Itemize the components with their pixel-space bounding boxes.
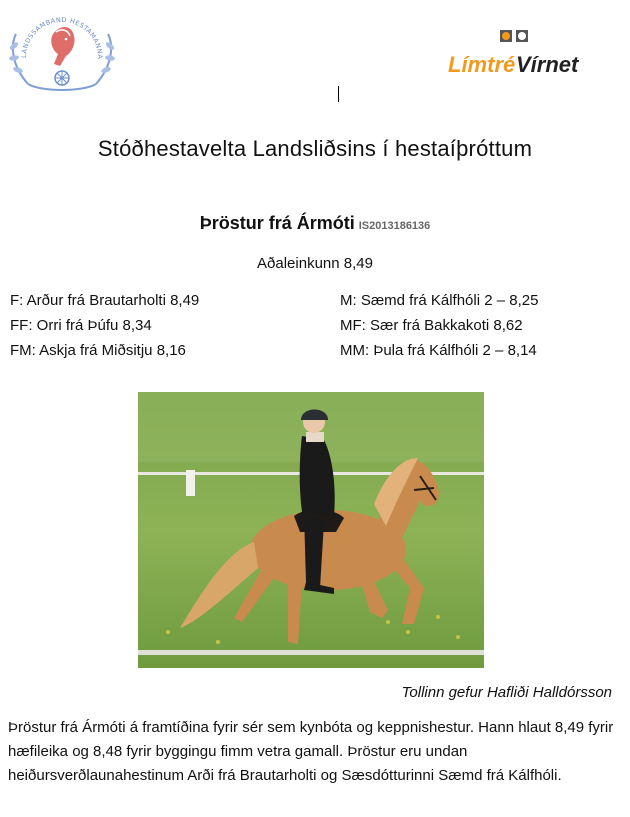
logo-text-virnet: Vírnet xyxy=(516,52,579,77)
pedigree-line: MM: Þula frá Kálfhóli 2 – 8,14 xyxy=(340,342,537,359)
limtre-virnet-logo xyxy=(446,28,586,80)
main-score: Aðaleinkunn 8,49 xyxy=(257,255,373,272)
pedigree-line: FF: Orri frá Þúfu 8,34 xyxy=(10,317,152,334)
pedigree-line: M: Sæmd frá Kálfhóli 2 – 8,25 xyxy=(340,292,539,309)
pedigree-line: FM: Askja frá Miðsitju 8,16 xyxy=(10,342,186,359)
logo-text-limtre: Límtré xyxy=(448,52,516,77)
pedigree-dam-side xyxy=(340,288,630,363)
horse-name: Þröstur frá Ármóti xyxy=(199,213,355,233)
rider-on-chestnut-horse-photo xyxy=(138,392,484,668)
pedigree-line: MF: Sær frá Bakkakoti 8,62 xyxy=(340,317,523,334)
landssamband-hestamannafelaga-seal-icon xyxy=(6,6,118,98)
horse-heading xyxy=(0,213,630,234)
text-cursor xyxy=(338,86,339,102)
pedigree-sire-side xyxy=(10,288,330,363)
horse-registration: IS2013186136 xyxy=(358,220,431,232)
seal-ring-text: LANDSSAMBAND HESTAMANNA xyxy=(19,15,105,60)
photo-caption: Tollinn gefur Hafliði Halldórsson xyxy=(401,684,612,701)
pedigree-line: F: Arður frá Brautarholti 8,49 xyxy=(10,292,200,309)
page-title: Stóðhestavelta Landsliðsins í hestaíþróttum xyxy=(97,136,533,161)
description-paragraph: Þröstur frá Ármóti á framtíðina fyrir sér sem kynbóta og keppnishestur. Hann hlaut 8,49 fyrir hæfileika og 8,48 fyrir byggingu fimm vetra gamall. Þröstur eru undan heiðursverðlaunahestinum Arði frá Brautarholti og Sæsdótturinni Sæmd frá Kálfhóli. xyxy=(8,719,614,784)
